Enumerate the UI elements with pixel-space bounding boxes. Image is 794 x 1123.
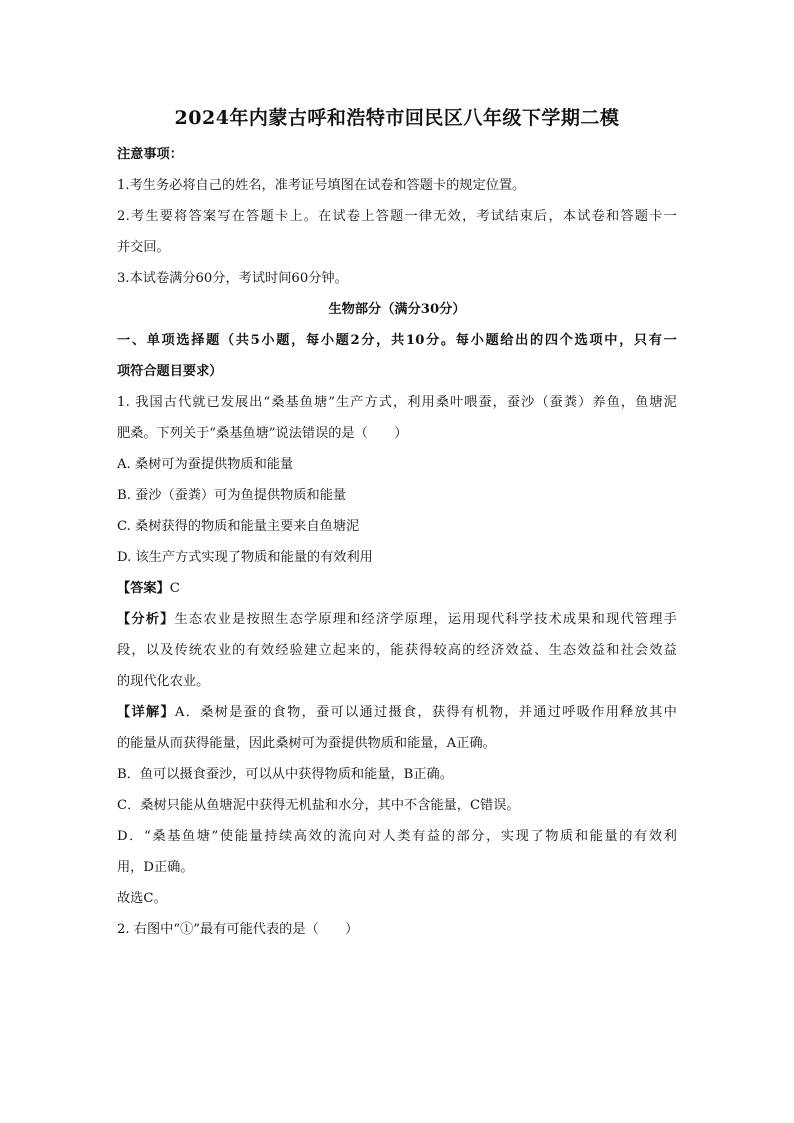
detail-text-3: B．鱼可以摄食蚕沙，可以从中获得物质和能量，B正确。 (117, 767, 453, 782)
notice-heading: 注意事项： (117, 147, 183, 162)
question-1-option-a: A. 桑树可为蚕提供物质和能量 (117, 457, 294, 472)
page-title: 2024年内蒙古呼和浩特市回民区八年级下学期二模 (174, 107, 620, 129)
question-1-stem: 1. 我国古代就已发展出“桑基鱼塘”生产方式，利用桑叶喂蚕，蚕沙（蚕粪）养鱼，鱼塘泥 (117, 395, 677, 410)
notice-item-2: 2.考生要将答案写在答题卡上。在试卷上答题一律无效，考试结束后，本试卷和答题卡一 (117, 209, 677, 224)
analysis-text-2: 段，以及传统农业的有效经验建立起来的，能获得较高的经济效益、生态效益和社会效益 (117, 643, 677, 658)
detail-text-4: C．桑树只能从鱼塘泥中获得无机盐和水分，其中不含能量，C错误。 (117, 798, 520, 813)
analysis-text-3: 的现代化农业。 (117, 674, 210, 689)
question-1-option-c: C. 桑树获得的物质和能量主要来自鱼塘泥 (117, 519, 360, 534)
answer-label: 【答案】 (117, 581, 170, 596)
section-title: 生物部分（满分30分） (328, 302, 466, 317)
part-one-heading-cont: 项符合题目要求） (117, 364, 223, 379)
answer-value: C (169, 581, 180, 596)
question-1-stem-cont: 肥桑。下列关于“桑基鱼塘”说法错误的是（ ） (117, 426, 408, 441)
analysis-label: 【分析】 (117, 612, 175, 627)
question-1-option-d: D. 该生产方式实现了物质和能量的有效利用 (117, 550, 373, 565)
question-1-detail (117, 703, 677, 723)
analysis-text-1: 生态农业是按照生态学原理和经济学原理，运用现代科学技术成果和现代管理手 (174, 612, 677, 627)
notice-item-3: 3.本试卷满分60分，考试时间60分钟。 (117, 271, 348, 286)
detail-text-6: 用，D正确。 (117, 860, 194, 875)
notice-item-2-cont: 并交回。 (117, 240, 170, 255)
question-2-stem: 2. 右图中“①”最有可能代表的是（ ） (117, 922, 359, 937)
detail-text-2: 的能量从而获得能量，因此桑树可为蚕提供物质和能量，A正确。 (117, 736, 496, 751)
detail-text-1: A．桑树是蚕的食物，蚕可以通过摄食，获得有机物，并通过呼吸作用释放其中 (174, 705, 677, 720)
question-1-option-b: B. 蚕沙（蚕粪）可为鱼提供物质和能量 (117, 488, 347, 503)
notice-item-1: 1.考生务必将自己的姓名，准考证号填图在试卷和答题卡的规定位置。 (117, 178, 526, 193)
question-1-answer (117, 579, 677, 599)
detail-text-5: D．“桑基鱼塘”使能量持续高效的流向对人类有益的部分，实现了物质和能量的有效利 (117, 829, 677, 844)
question-1-conclusion: 故选C。 (117, 891, 167, 906)
question-1-analysis (117, 610, 677, 630)
part-one-heading: 一、单项选择题（共5小题，每小题2分，共10分。每小题给出的四个选项中，只有一 (117, 333, 677, 348)
detail-label: 【详解】 (117, 705, 175, 720)
